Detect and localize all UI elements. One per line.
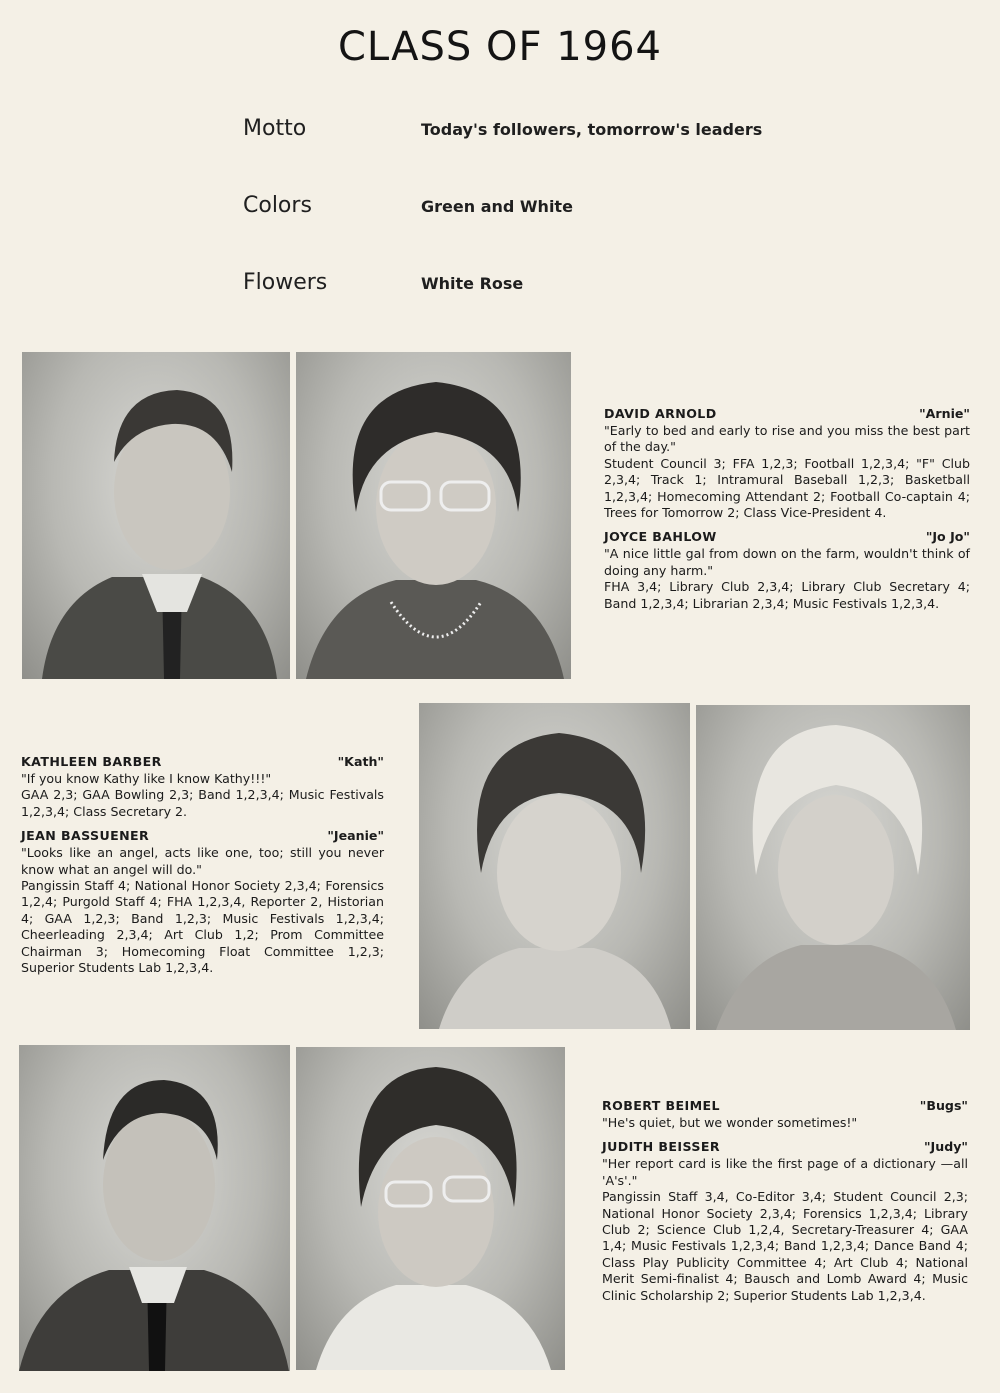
bio-entry <box>604 529 970 612</box>
bio-entry <box>602 1098 968 1131</box>
portrait-photo-david-arnold <box>22 352 290 679</box>
student-nickname: "Bugs" <box>919 1098 968 1113</box>
bio-entry <box>21 754 384 820</box>
colors-row <box>243 193 843 233</box>
portrait-photo-joyce-bahlow <box>296 352 571 679</box>
student-name: ROBERT BEIMEL <box>602 1098 720 1113</box>
student-activities: GAA 2,3; GAA Bowling 2,3; Band 1,2,3,4; Music Festivals 1,2,3,4; Class Secretary 2. <box>21 787 384 819</box>
student-name: JEAN BASSUENER <box>21 828 150 844</box>
portrait-photo-jean-bassuener <box>696 705 970 1030</box>
bio-entry <box>604 406 970 521</box>
student-quote: "Early to bed and early to rise and you miss the best part of the day." <box>604 423 970 455</box>
colors-label: Colors <box>243 193 312 218</box>
bio-column-row3 <box>602 1098 968 1312</box>
student-activities: Pangissin Staff 4; National Honor Society 2,3,4; Forensics 1,2,4; Purgold Staff 4; FHA 1,2,3,4, Reporter 2, Historian 4; GAA 1,2,3; Band 1,2,3; Music Festivals 1,2,3,4; Cheerleading 2,3,4; Art Club 1,2; Prom Committee Chairman 3; Homecoming Float Committee 1,2,3; Superior Students Lab 1,2,3,4. <box>21 878 384 976</box>
student-quote: "If you know Kathy like I know Kathy!!!" <box>21 771 272 786</box>
motto-label: Motto <box>243 116 307 141</box>
colors-value: Green and White <box>421 197 573 216</box>
student-name: JOYCE BAHLOW <box>604 529 717 545</box>
student-activities: Student Council 3; FFA 1,2,3; Football 1,2,3,4; "F" Club 2,3,4; Track 1; Intramural Baseball 1,2,3; Basketball 1,2,3,4; Homecoming Attendant 2; Football Co-captain 4; Trees for Tomorrow 2; Class Vice-President 4. <box>604 455 970 521</box>
student-activities: FHA 3,4; Library Club 2,3,4; Library Club Secretary 4; Band 1,2,3,4; Librarian 2,3,4; Music Festivals 1,2,3,4. <box>604 579 970 611</box>
student-name: JUDITH BEISSER <box>602 1139 720 1155</box>
page-title: CLASS OF 1964 <box>338 24 662 70</box>
student-quote: "Her report card is like the first page of a dictionary —all 'A's'." <box>602 1156 968 1188</box>
student-activities: Pangissin Staff 3,4, Co-Editor 3,4; Student Council 2,3; National Honor Society 2,3,4; Forensics 1,2,3,4; Library Club 2; Science Club 1,2,4, Secretary-Treasurer 4; GAA 1,4; Music Festivals 1,2,3,4; Band 1,2,3,4; Dance Band 4; Class Play Publicity Committee 4; Art Club 4; National Merit Semi-finalist 4; Bausch and Lomb Award 4; Music Clinic Scholarship 2; Superior Students Lab 1,2,3,4. <box>602 1189 968 1303</box>
student-quote: "Looks like an angel, acts like one, too; still you never know what an angel will do." <box>21 845 384 877</box>
student-quote: "A nice little gal from down on the farm, wouldn't think of doing any harm." <box>604 546 970 578</box>
portrait-photo-robert-beimel <box>19 1045 290 1371</box>
bio-column-row2 <box>21 754 384 984</box>
student-name: DAVID ARNOLD <box>604 406 717 421</box>
student-name: KATHLEEN BARBER <box>21 754 162 769</box>
bio-entry <box>602 1139 968 1304</box>
bio-column-row1 <box>604 406 970 620</box>
student-quote: "He's quiet, but we wonder sometimes!" <box>602 1115 858 1130</box>
student-nickname: "Arnie" <box>919 406 970 421</box>
student-nickname: "Kath" <box>337 754 384 769</box>
portrait-photo-judith-beisser <box>296 1047 565 1370</box>
bio-entry <box>21 828 384 976</box>
student-nickname: "Jeanie" <box>327 828 384 844</box>
student-nickname: "Judy" <box>924 1139 968 1155</box>
motto-row <box>243 116 843 156</box>
motto-value: Today's followers, tomorrow's leaders <box>421 120 763 139</box>
student-nickname: "Jo Jo" <box>925 529 970 545</box>
flowers-row <box>243 270 843 310</box>
portrait-photo-kathleen-barber <box>419 703 690 1029</box>
flowers-value: White Rose <box>421 274 524 293</box>
flowers-label: Flowers <box>243 270 328 295</box>
